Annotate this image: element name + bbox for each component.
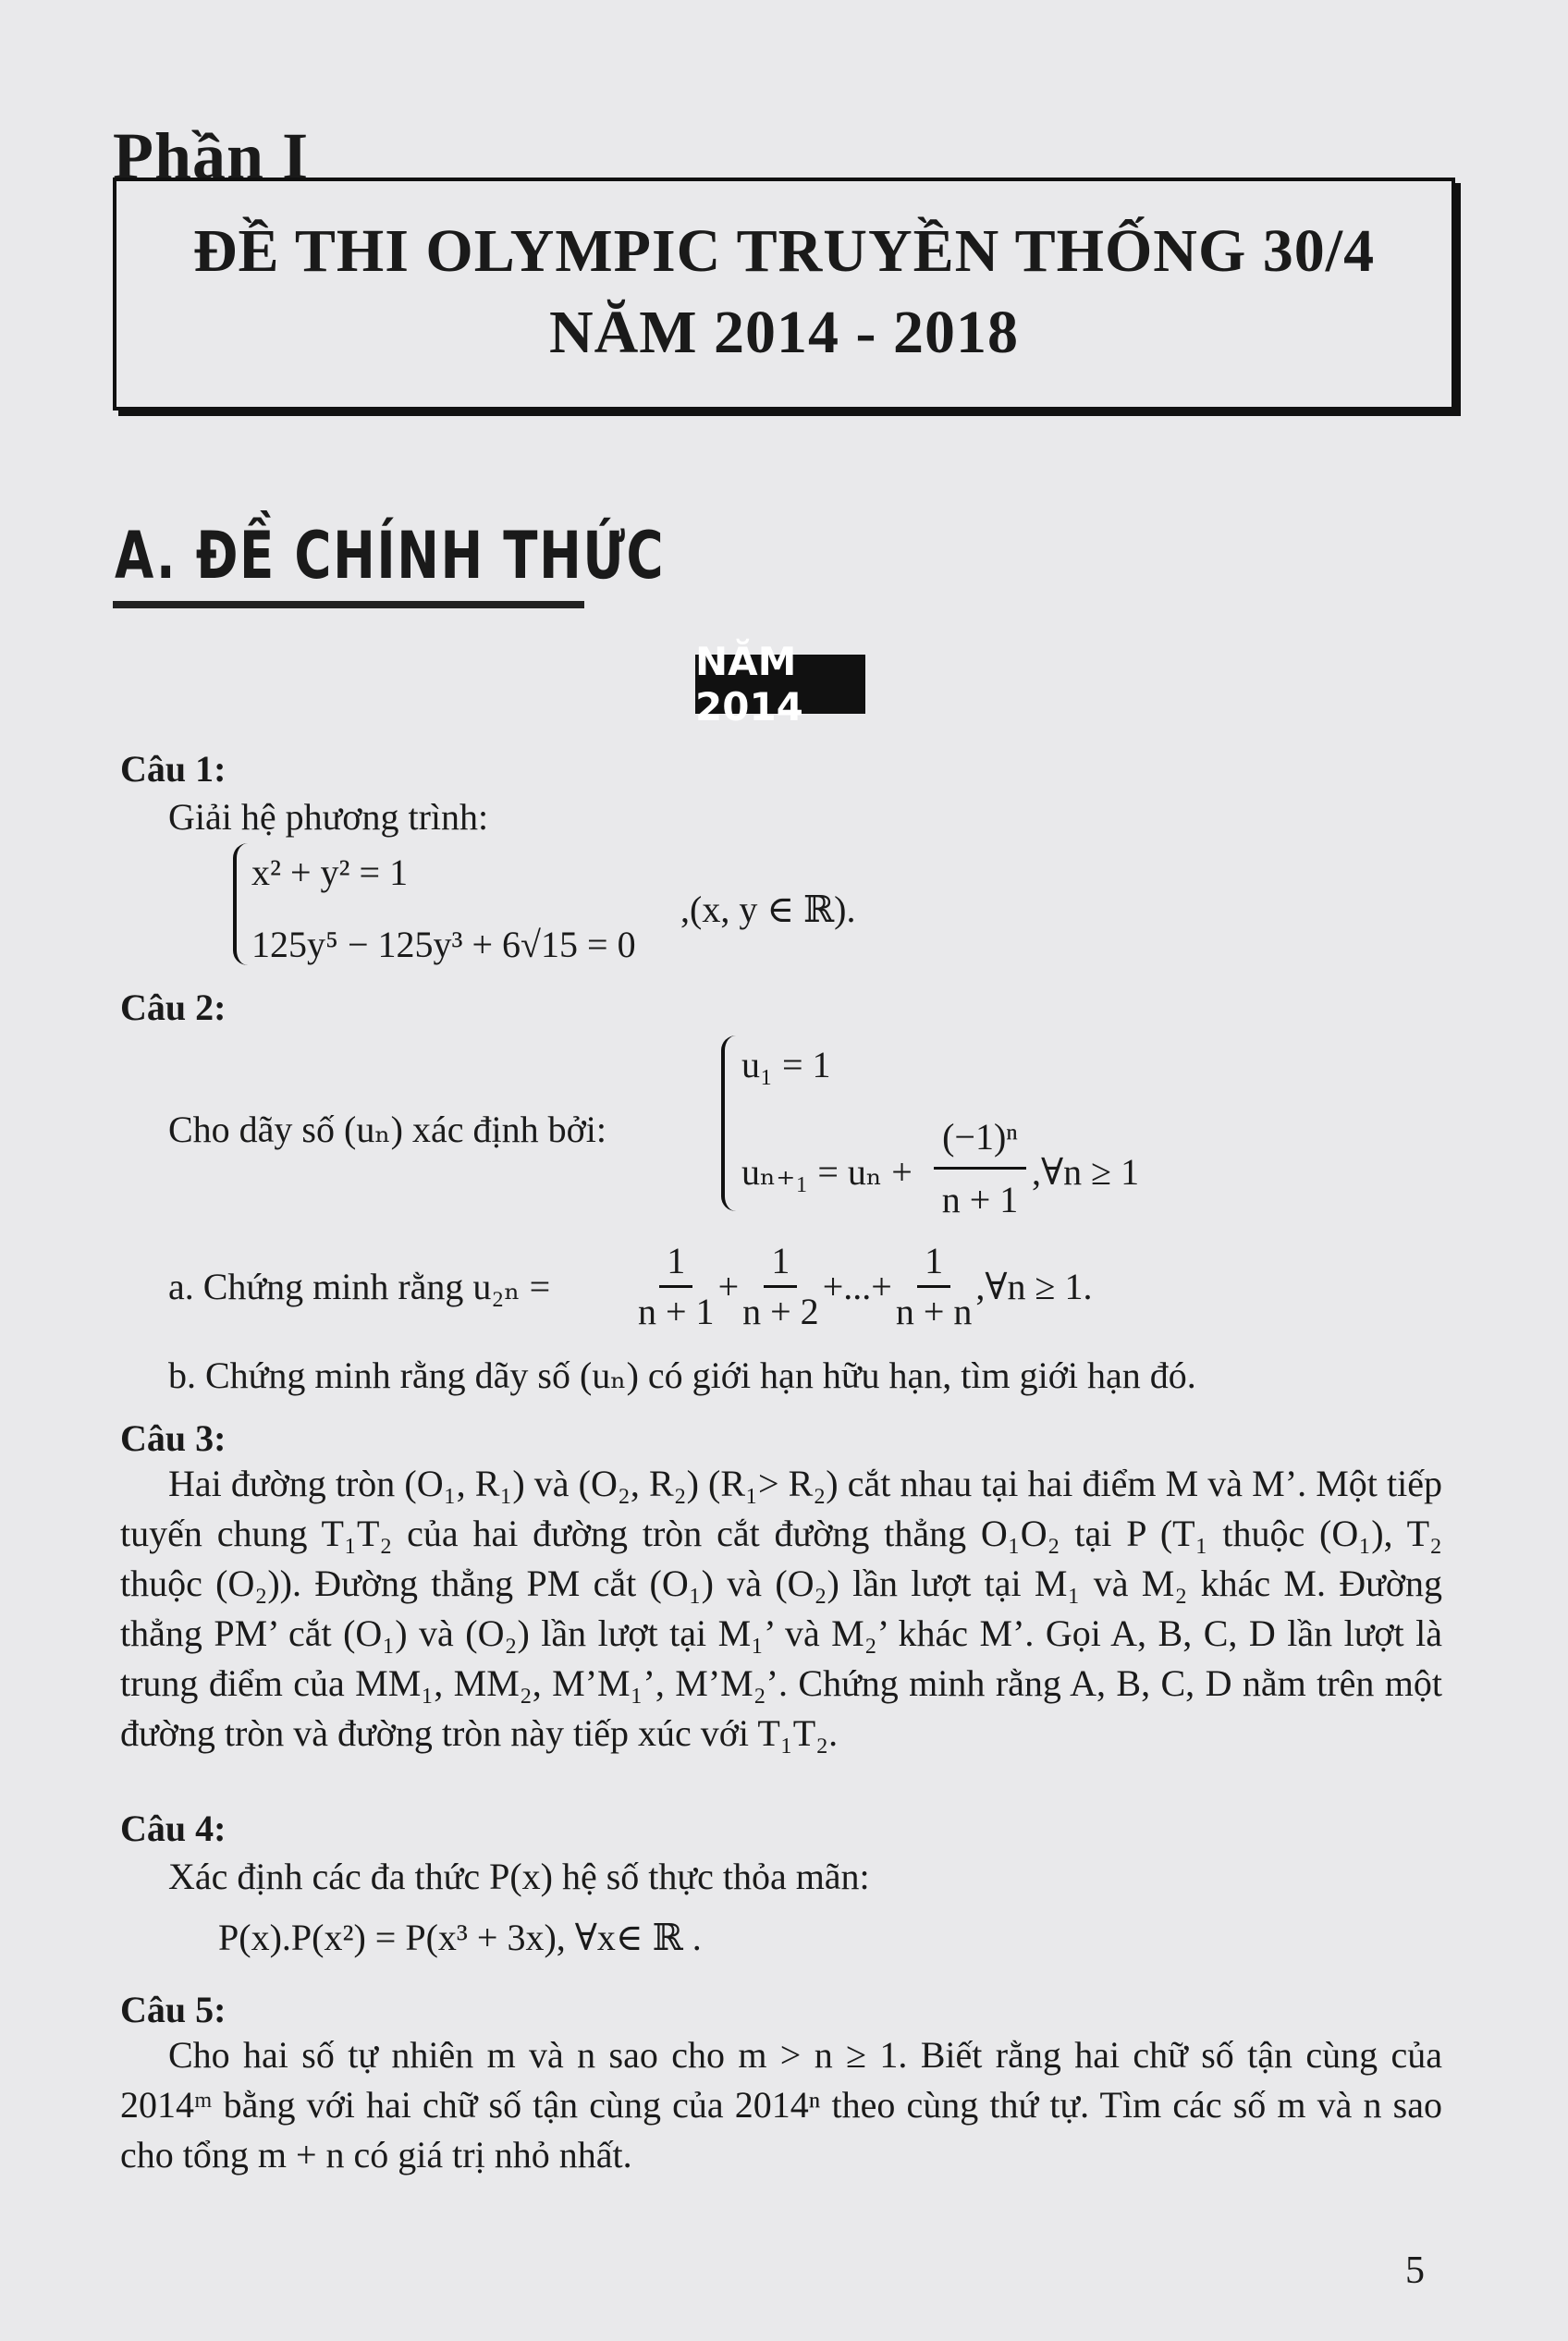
question-2-intro: Cho dãy số (uₙ) xác định bởi: — [168, 1109, 606, 1150]
question-2-part-a-prefix: a. Chứng minh rằng u₂ₙ = — [168, 1266, 551, 1307]
question-5-text: Cho hai số tự nhiên m và n sao cho m > n ≥ 1. Biết rằng hai chữ số tận cùng của 2014ᵐ bằng với hai chữ số tận cùng của 2014ⁿ theo cùng thứ tự. Tìm các số m và n sao cho tổng m + n có giá trị nhỏ nhất. — [120, 2034, 1442, 2176]
question-2-eq1: u₁ = 1 — [741, 1044, 831, 1085]
part-label: Phần I — [113, 119, 310, 193]
fraction: $\frac{1}{n + 2}$ — [742, 1237, 819, 1336]
fraction: $\frac{1}{n + n}$ — [896, 1237, 973, 1336]
sequence-brace — [721, 1036, 743, 1211]
question-3-title: Câu 3: — [120, 1417, 227, 1459]
section-underline — [113, 601, 584, 608]
ellipsis-plus: +...+ — [822, 1265, 892, 1307]
question-5-title: Câu 5: — [120, 1989, 227, 2030]
title-line-1: ĐỀ THI OLYMPIC TRUYỀN THỐNG 30/4 — [192, 217, 1376, 285]
question-1-eq2: 125y⁵ − 125y³ + 6√15 = 0 — [251, 924, 636, 965]
section-title: A. ĐỀ CHÍNH THỨC — [115, 518, 666, 594]
question-2-eq2-right: ,∀n ≥ 1 — [1032, 1151, 1140, 1193]
plus-sign: + — [717, 1265, 740, 1307]
question-2-eq2-num: (−1)ⁿ — [942, 1116, 1018, 1158]
title-line-2: NĂM 2014 - 2018 — [548, 299, 1020, 366]
question-2-title: Câu 2: — [120, 987, 227, 1028]
question-2-part-b: b. Chứng minh rằng dãy số (uₙ) có giới hạn hữu hạn, tìm giới hạn đó. — [168, 1354, 1196, 1396]
question-1-title: Câu 1: — [120, 748, 227, 790]
question-2-eq2-den: n + 1 — [941, 1179, 1019, 1220]
question-4-eq: P(x).P(x²) = P(x³ + 3x), ∀x∈ ℝ . — [218, 1917, 702, 1958]
question-4-intro: Xác định các đa thức P(x) hệ số thực thỏa mãn: — [168, 1856, 870, 1897]
page-number: 5 — [1405, 2249, 1425, 2292]
fraction-bar — [934, 1167, 1026, 1170]
question-1-intro: Giải hệ phương trình: — [168, 796, 489, 838]
question-3-text: Hai đường tròn (O₁, R₁) và (O₂, R₂) (R₁> R₂) cắt nhau tại hai điểm M và M’. Một tiếp tuyến chung T₁T₂ của hai đường tròn cắt đường thẳng O₁O₂ tại P (T₁ thuộc (O₁), T₂ thuộc (O₂)). Đường thẳng PM cắt (O₁) và (O₂) lần lượt tại M₁ và M₂ khác M. Đường thẳng PM’ cắt (O₁) và (O₂) lần lượt tại M₁’ và M₂’ khác M’. Gọi A, B, C, D lần lượt là trung điểm của MM₁, MM₂, M’M₁’, M’M₂’. Chứng minh rằng A, B, C, D nằm trên một đường tròn và đường tròn này tiếp xúc với T₁T₂. — [120, 1463, 1442, 1754]
question-1-domain: ,(x, y ∈ ℝ). — [680, 889, 856, 930]
forall-suffix: ,∀n ≥ 1. — [975, 1265, 1093, 1307]
question-4-title: Câu 4: — [120, 1808, 227, 1849]
question-1-eq1: x² + y² = 1 — [251, 852, 409, 893]
year-badge: NĂM 2014 — [695, 655, 865, 714]
title-box — [113, 178, 1455, 411]
question-2-part-a-sum — [634, 1237, 1092, 1336]
question-2-eq2-left: uₙ₊₁ = uₙ + — [741, 1151, 913, 1193]
fraction: $\frac{1}{n + 1}$ — [638, 1237, 715, 1336]
